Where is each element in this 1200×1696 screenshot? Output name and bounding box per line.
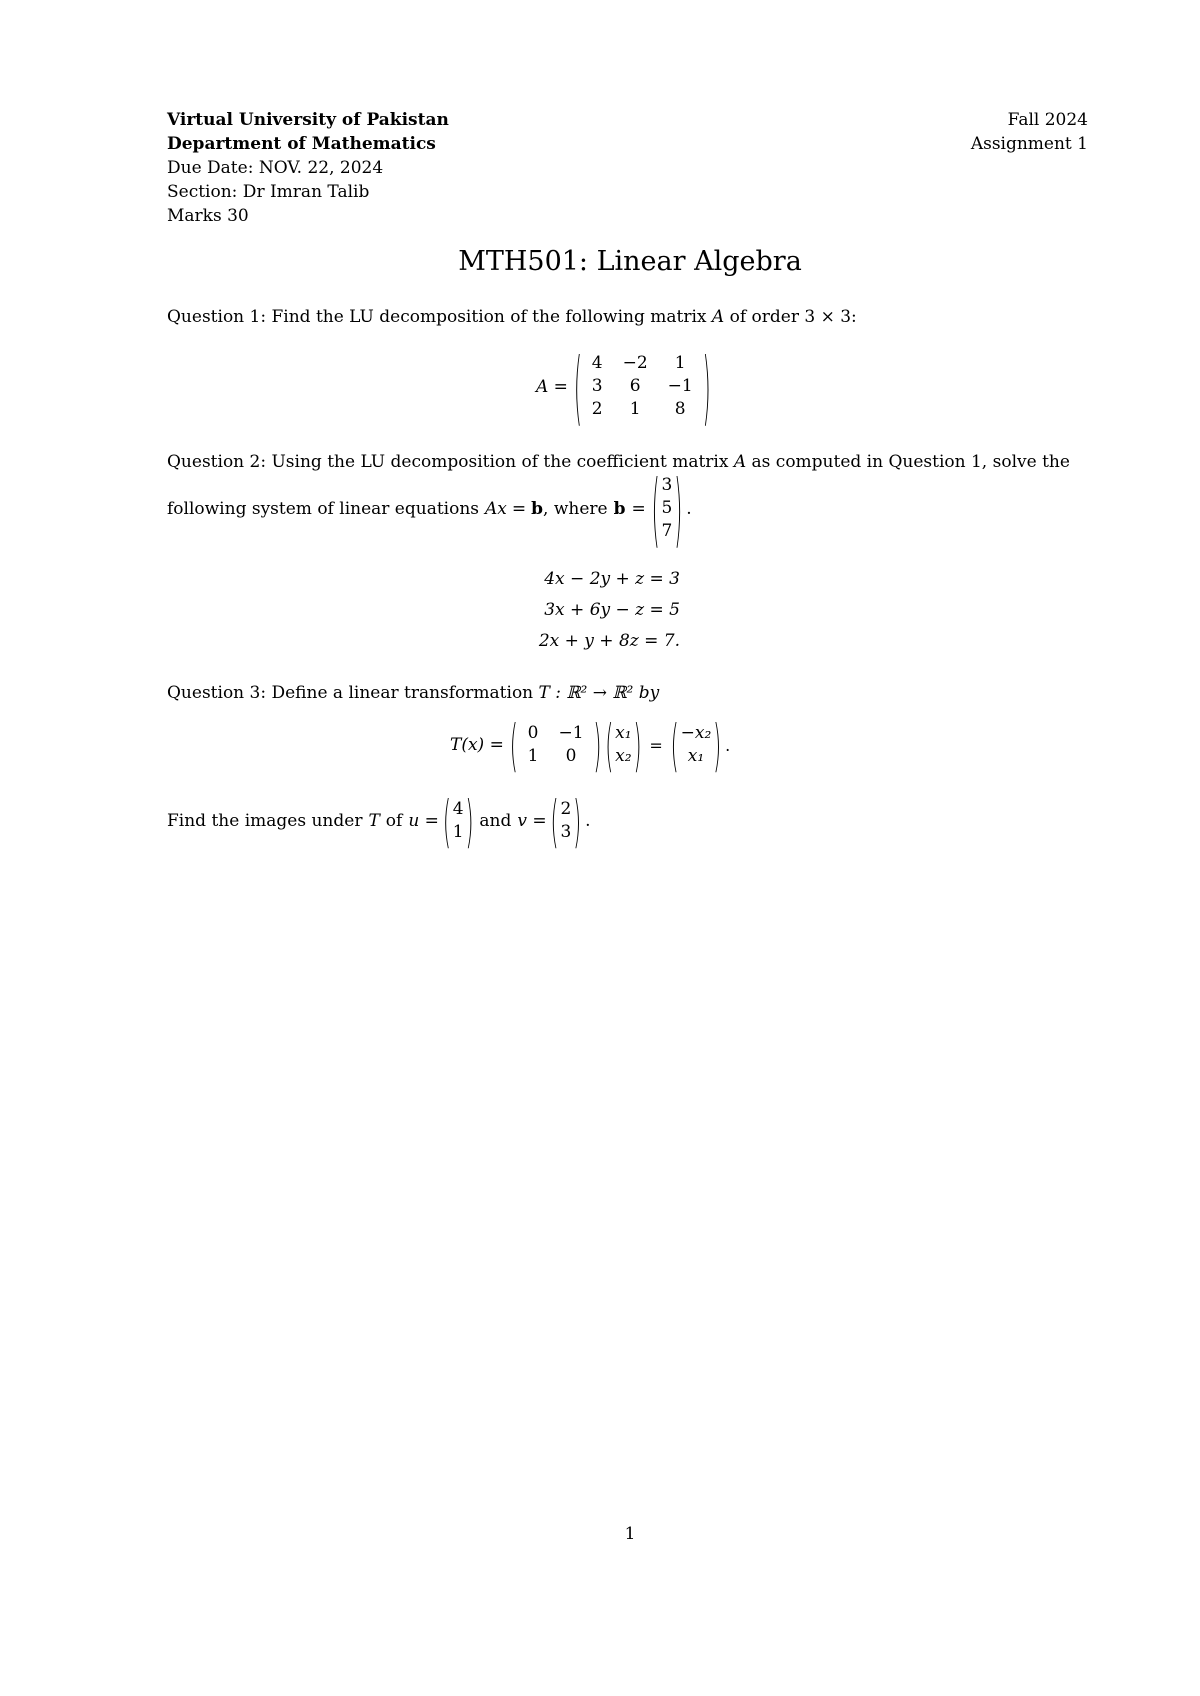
v-vector: [558, 798, 573, 844]
vector-cell: −x₂: [680, 723, 712, 743]
q2-text-b: as computed in Question 1, solve the: [751, 452, 1070, 472]
q2-b: b: [531, 498, 544, 519]
u-label: u =: [408, 811, 439, 831]
q3-find-of: of: [385, 811, 403, 831]
page-title: MTH501: Linear Algebra: [458, 246, 802, 277]
matrix-cell: 0: [527, 723, 539, 743]
q3-text: Question 3: Define a linear transformation: [167, 683, 534, 703]
t-matrix: [518, 722, 594, 768]
university-name: Virtual University of Pakistan: [167, 110, 449, 130]
left-paren: (: [550, 787, 559, 855]
q1-text-a: Question 1: Find the LU decomposition of the following matrix: [167, 307, 707, 327]
matrix-cell: 2: [591, 399, 603, 419]
q2-where-equals: =: [631, 498, 646, 519]
matrix-cell: 3: [591, 376, 603, 396]
matrix-cell: 4: [591, 353, 603, 373]
matrix-cell: 1: [674, 353, 686, 373]
q3-map: T : ℝ² → ℝ² by: [538, 683, 660, 703]
matrix-a-label: A =: [536, 376, 568, 397]
due-date: Due Date: NOV. 22, 2024: [167, 158, 384, 178]
left-paren: (: [670, 711, 679, 779]
matrix-cell: −1: [558, 723, 584, 743]
q2-where: , where: [543, 498, 608, 519]
matrix-a: [536, 338, 711, 435]
matrix-a-table: [582, 352, 703, 421]
right-paren: ): [465, 787, 474, 855]
right-paren: ): [713, 711, 722, 779]
transformation-equation: [450, 711, 731, 779]
q2-line2-text: following system of linear equations: [167, 498, 480, 519]
term: Fall 2024: [1007, 110, 1088, 130]
q2-text-a: Question 2: Using the LU decomposition of the coefficient matrix: [167, 452, 729, 472]
question-3-find-line: [167, 787, 591, 855]
matrix-cell: −2: [622, 353, 648, 373]
vector-cell: 3: [560, 822, 572, 842]
result-vector: [679, 722, 714, 768]
equation-3: 2x + y + 8z = 7.: [538, 631, 680, 651]
equation-1: 4x − 2y + z = 3: [544, 569, 680, 589]
question-1-text: [167, 305, 857, 329]
vector-cell: x₂: [615, 746, 632, 766]
matrix-cell: 8: [674, 399, 686, 419]
vector-cell: 1: [452, 822, 464, 842]
vector-cell: x₁: [687, 746, 705, 766]
vector-cell: 5: [661, 498, 673, 518]
assignment-number: Assignment 1: [970, 134, 1088, 154]
q3-find-text: Find the images under: [167, 811, 363, 831]
matrix-cell: 0: [565, 746, 577, 766]
q2-ax: Ax: [485, 498, 507, 519]
left-paren: (: [573, 338, 582, 435]
vector-cell: 4: [452, 799, 464, 819]
matrix-cell: 1: [629, 399, 641, 419]
vector-cell: 3: [661, 475, 673, 495]
q2-equals: =: [511, 498, 527, 519]
u-vector: [451, 798, 466, 844]
matrix-cell: 6: [629, 376, 641, 396]
vector-b: [660, 474, 675, 543]
question-2-line-1: [167, 450, 1070, 474]
x-vector: [613, 722, 633, 768]
q3-and: and: [479, 811, 512, 831]
marks: Marks 30: [167, 206, 249, 226]
t-equals: =: [649, 735, 663, 755]
vector-cell: x₁: [615, 723, 632, 743]
equation-2: 3x + 6y − z = 5: [544, 600, 680, 620]
right-paren: ): [573, 787, 582, 855]
vector-cell: 2: [560, 799, 572, 819]
right-paren: ): [593, 711, 602, 779]
matrix-cell: 1: [527, 746, 539, 766]
right-paren: ): [702, 338, 711, 435]
q3-final-period: .: [585, 811, 591, 831]
department-name: Department of Mathematics: [167, 134, 436, 154]
section: Section: Dr Imran Talib: [167, 182, 370, 202]
left-paren: (: [509, 711, 518, 779]
right-paren: ): [674, 460, 683, 557]
equation-system: [500, 564, 680, 657]
q3-find-T: T: [368, 811, 380, 831]
right-paren: ): [633, 711, 642, 779]
left-paren: (: [605, 711, 614, 779]
q2-where-b: b: [613, 498, 626, 519]
vector-cell: 7: [661, 521, 673, 541]
t-lhs: T(x) =: [450, 735, 504, 755]
q2-var: A: [733, 452, 747, 472]
left-paren: (: [442, 787, 451, 855]
q1-text-b: of order 3 × 3:: [729, 307, 857, 327]
left-paren: (: [651, 460, 660, 557]
q2-period: .: [686, 498, 692, 519]
t-period: .: [725, 735, 731, 755]
page-number: 1: [624, 1524, 636, 1544]
q1-var: A: [711, 307, 725, 327]
v-label: v =: [517, 811, 547, 831]
question-3-text: [167, 681, 659, 705]
matrix-cell: −1: [667, 376, 693, 396]
